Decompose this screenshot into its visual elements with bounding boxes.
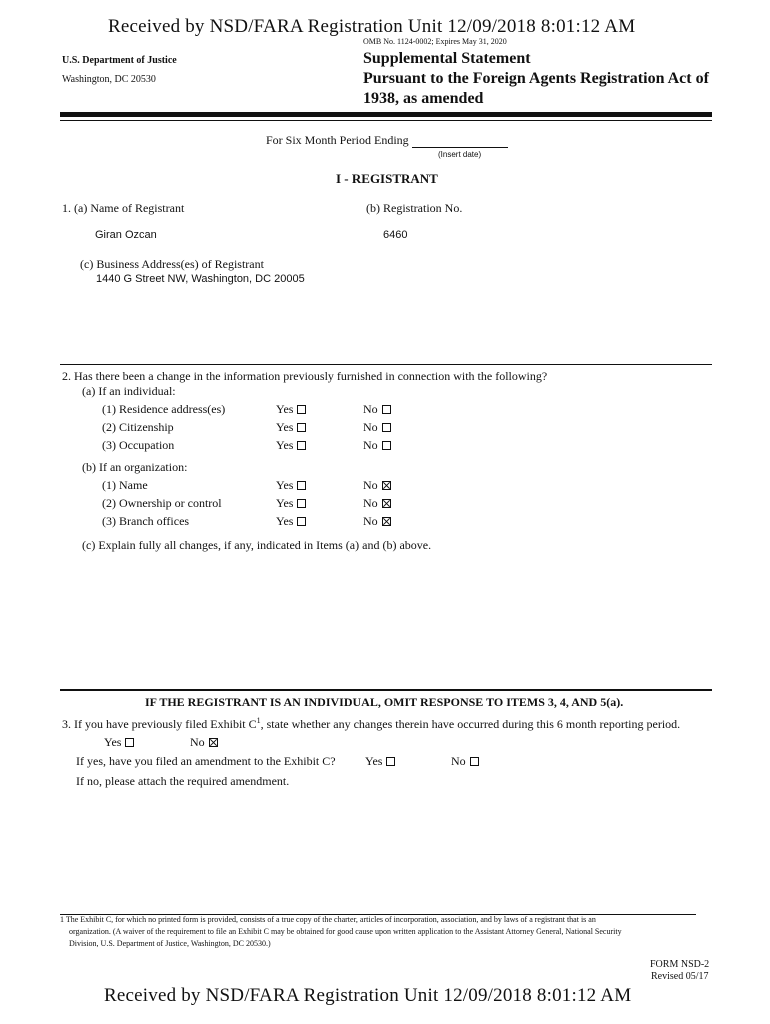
section-heading-registrant: I - REGISTRANT bbox=[336, 171, 438, 186]
amendment-yes-checkbox[interactable] bbox=[386, 757, 395, 766]
period-hint: (Insert date) bbox=[438, 150, 482, 159]
change-item-label: (2) Ownership or control bbox=[102, 496, 222, 510]
received-stamp-top: Received by NSD/FARA Registration Unit 12/09/2018 8:01:12 AM bbox=[108, 16, 636, 37]
change-yes-option[interactable]: Yes bbox=[276, 496, 306, 511]
department-city: Washington, DC 20530 bbox=[62, 74, 156, 85]
yes-checkbox[interactable] bbox=[297, 499, 306, 508]
yes-checkbox[interactable] bbox=[297, 441, 306, 450]
section-divider bbox=[60, 364, 712, 365]
change-no-option[interactable]: No bbox=[363, 420, 391, 435]
period-label: For Six Month Period Ending bbox=[266, 133, 409, 147]
change-no-option[interactable]: No bbox=[363, 478, 391, 493]
attach-amendment-note: If no, please attach the required amendment. bbox=[76, 774, 290, 788]
amendment-no-option[interactable]: No bbox=[451, 754, 479, 769]
change-no-option[interactable]: No bbox=[363, 496, 391, 511]
change-yes-option[interactable]: Yes bbox=[276, 514, 306, 529]
footnote-line3: Division, U.S. Department of Justice, Washington, DC 20530.) bbox=[69, 939, 271, 948]
form-title: Supplemental Statement bbox=[363, 50, 531, 67]
question-3: 3. If you have previously filed Exhibit $C^1$, state whether any changes therein have occurred during this 6 month reporting period. bbox=[62, 716, 681, 731]
section-divider-3 bbox=[60, 689, 712, 691]
individual-label: (a) If an individual: bbox=[82, 384, 176, 398]
business-address-label: (c) Business Address(es) of Registrant bbox=[80, 257, 264, 271]
no-checkbox[interactable] bbox=[382, 481, 391, 490]
form-title-line3: 1938, as amended bbox=[363, 90, 484, 107]
no-checkbox[interactable] bbox=[382, 423, 391, 432]
change-yes-option[interactable]: Yes bbox=[276, 438, 306, 453]
business-address-value[interactable]: 1440 G Street NW, Washington, DC 20005 bbox=[96, 273, 305, 285]
change-yes-option[interactable]: Yes bbox=[276, 420, 306, 435]
registration-no-value[interactable]: 6460 bbox=[383, 229, 408, 241]
header-rule bbox=[60, 112, 712, 117]
change-yes-option[interactable]: Yes bbox=[276, 402, 306, 417]
registrant-name-value[interactable]: Giran Ozcan bbox=[95, 229, 157, 241]
yes-checkbox[interactable] bbox=[297, 423, 306, 432]
q3-yes-option[interactable]: Yes bbox=[104, 735, 134, 750]
change-no-option[interactable]: No bbox=[363, 514, 391, 529]
change-item-label: (3) Occupation bbox=[102, 438, 175, 452]
no-checkbox[interactable] bbox=[382, 517, 391, 526]
header-rule-thin bbox=[60, 120, 712, 121]
yes-checkbox[interactable] bbox=[297, 405, 306, 414]
q3-no-option[interactable]: No bbox=[190, 735, 218, 750]
q3-yes-checkbox[interactable] bbox=[125, 738, 134, 747]
question-2: 2. Has there been a change in the information previously furnished in connection with the following? bbox=[62, 369, 548, 383]
yes-checkbox[interactable] bbox=[297, 481, 306, 490]
yes-checkbox[interactable] bbox=[297, 517, 306, 526]
change-no-option[interactable]: No bbox=[363, 402, 391, 417]
explain-changes-label: (c) Explain fully all changes, if any, indicated in Items (a) and (b) above. bbox=[82, 538, 432, 552]
change-item-label: (1) Name bbox=[102, 478, 148, 492]
organization-label: (b) If an organization: bbox=[82, 460, 188, 474]
registration-no-label: (b) Registration No. bbox=[366, 201, 463, 215]
amendment-question: If yes, have you filed an amendment to the Exhibit C? bbox=[76, 754, 336, 768]
change-yes-option[interactable]: Yes bbox=[276, 478, 306, 493]
amendment-no-checkbox[interactable] bbox=[470, 757, 479, 766]
no-checkbox[interactable] bbox=[382, 405, 391, 414]
omb-number: OMB No. 1124-0002; Expires May 31, 2020 bbox=[363, 37, 507, 46]
department-name: U.S. Department of Justice bbox=[62, 55, 177, 66]
footnote-line2: organization. (A waiver of the requirement to file an Exhibit C may be obtained for good cause upon written application to the Assistant Attorney General, National Security bbox=[69, 927, 622, 936]
change-item-label: (3) Branch offices bbox=[102, 514, 190, 528]
form-revised: Revised 05/17 bbox=[651, 971, 709, 982]
form-number: FORM NSD-2 bbox=[650, 959, 710, 970]
received-stamp-bottom: Received by NSD/FARA Registration Unit 12/09/2018 8:01:12 AM bbox=[104, 985, 632, 1006]
q3-no-checkbox[interactable] bbox=[209, 738, 218, 747]
change-item-label: (1) Residence address(es) bbox=[102, 402, 226, 416]
footnote-line1: 1 The Exhibit C, for which no printed form is provided, consists of a true copy of the charter, articles of incorporation, association, and by laws of a registrant that is an bbox=[60, 915, 596, 924]
no-checkbox[interactable] bbox=[382, 499, 391, 508]
period-date-line[interactable] bbox=[412, 147, 508, 148]
registrant-name-label: 1. (a) Name of Registrant bbox=[62, 201, 185, 215]
change-item-label: (2) Citizenship bbox=[102, 420, 174, 434]
individual-omit-notice: IF THE REGISTRANT IS AN INDIVIDUAL, OMIT RESPONSE TO ITEMS 3, 4, AND 5(a). bbox=[145, 695, 624, 709]
change-no-option[interactable]: No bbox=[363, 438, 391, 453]
amendment-yes-option[interactable]: Yes bbox=[365, 754, 395, 769]
no-checkbox[interactable] bbox=[382, 441, 391, 450]
form-title-line2: Pursuant to the Foreign Agents Registration Act of bbox=[363, 70, 709, 87]
